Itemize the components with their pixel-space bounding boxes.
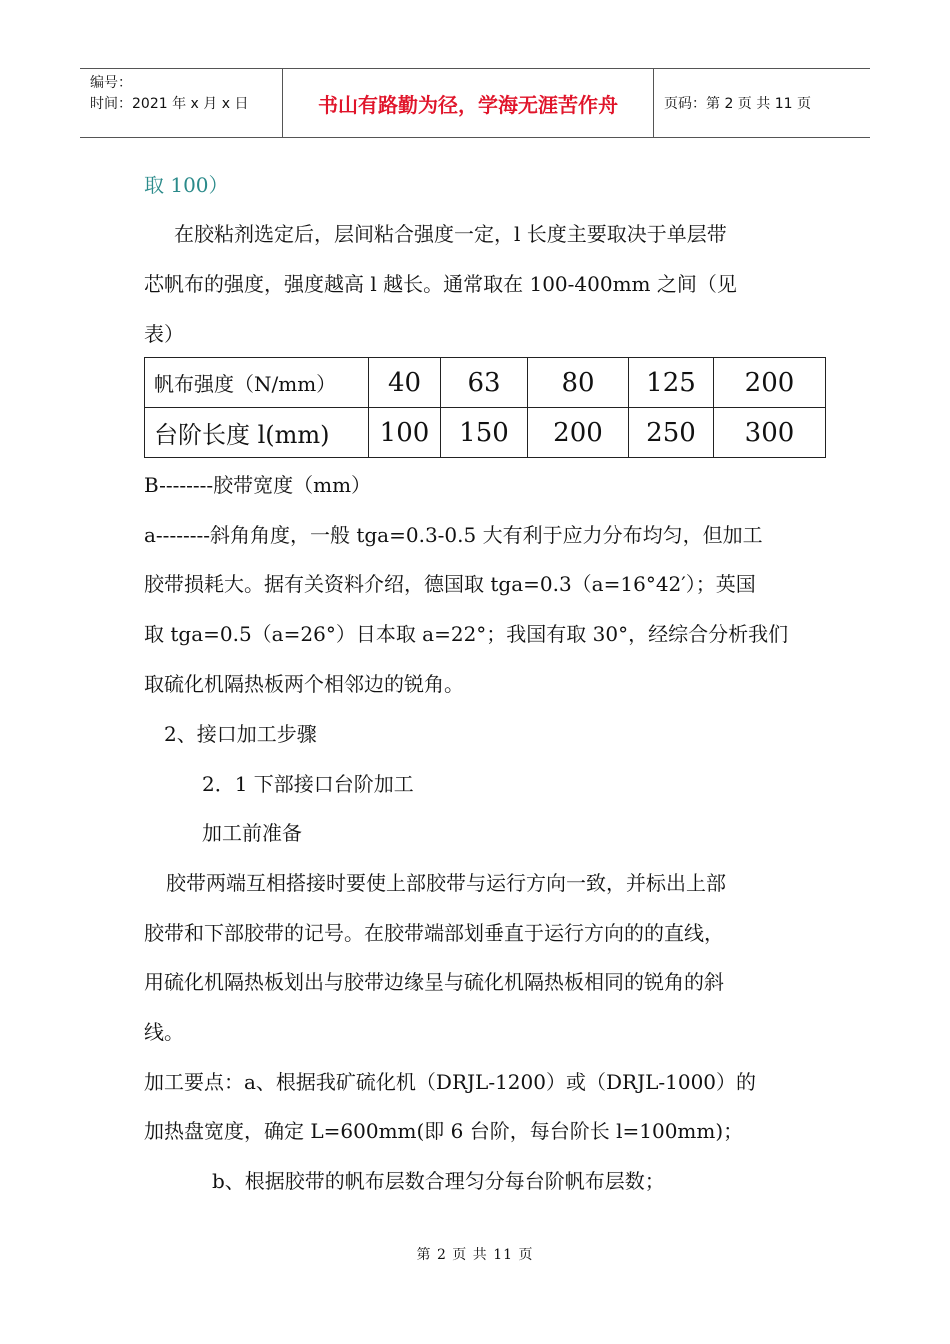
strength-length-table: [144, 357, 826, 458]
body-line: a--------斜角角度，一般 tga=0.3-0.5 大有利于应力分布均匀，但加工: [144, 523, 763, 547]
body-line: 加工前准备: [202, 821, 302, 845]
page-header: [80, 68, 870, 138]
body-line: b、根据胶带的帆布层数合理匀分每台阶帆布层数；: [212, 1169, 665, 1193]
table-cell: 63: [441, 358, 528, 408]
body-line: 胶带两端互相搭接时要使上部胶带与运行方向一致，并标出上部: [166, 871, 726, 895]
header-code: 编号：: [90, 75, 132, 91]
body-line: 表）: [144, 322, 184, 346]
body-line: 胶带损耗大。据有关资料介绍，德国取 tga=0.3（a=16°42′）；英国: [144, 572, 756, 596]
page-footer: 第 2 页 共 11 页: [416, 1247, 534, 1263]
table-cell: 200: [528, 408, 629, 458]
header-meta: [80, 69, 282, 137]
body-line: 芯帆布的强度，强度越高 l 越长。通常取在 100-400mm 之间（见: [144, 272, 737, 296]
table-cell: 150: [441, 408, 528, 458]
body-line: 取 100）: [144, 173, 229, 197]
header-page-number: 页码：第 2 页 共 11 页: [664, 96, 811, 112]
table-row: [145, 408, 826, 458]
table-cell: 40: [369, 358, 441, 408]
body-line: 加工要点：a、根据我矿硫化机（DRJL-1200）或（DRJL-1000）的: [144, 1070, 757, 1094]
table-cell: 250: [629, 408, 714, 458]
body-line: 加热盘宽度，确定 L=600mm(即 6 台阶，每台阶长 l=100mm)；: [144, 1119, 744, 1143]
body-line: 胶带和下部胶带的记号。在胶带端部划垂直于运行方向的的直线，: [144, 921, 724, 945]
header-time: 时间：2021 年 x 月 x 日: [90, 96, 249, 112]
table-cell: 80: [528, 358, 629, 408]
body-line: 取 tga=0.5（a=26°）日本取 a=22°；我国有取 30°，经综合分析我们: [144, 622, 789, 646]
table-cell: 帆布强度（N/mm）: [145, 358, 369, 408]
header-motto: 书山有路勤为径，学海无涯苦作舟: [282, 69, 654, 137]
table-cell: 100: [369, 408, 441, 458]
body-line: 取硫化机隔热板两个相邻边的锐角。: [144, 672, 464, 696]
table-cell: 300: [714, 408, 826, 458]
table-cell: 125: [629, 358, 714, 408]
section-heading: 2、接口加工步骤: [164, 722, 317, 746]
body-line: 线。: [144, 1020, 184, 1044]
subsection-heading: 2．1 下部接口台阶加工: [202, 772, 414, 796]
body-line: 用硫化机隔热板划出与胶带边缘呈与硫化机隔热板相同的锐角的斜: [144, 970, 724, 994]
table-cell: 200: [714, 358, 826, 408]
body-line: B--------胶带宽度（mm）: [144, 473, 372, 497]
body-line: 在胶粘剂选定后，层间粘合强度一定，l 长度主要取决于单层带: [174, 222, 727, 246]
table-row: [145, 358, 826, 408]
table-cell: 台阶长度 l(mm): [145, 408, 369, 458]
